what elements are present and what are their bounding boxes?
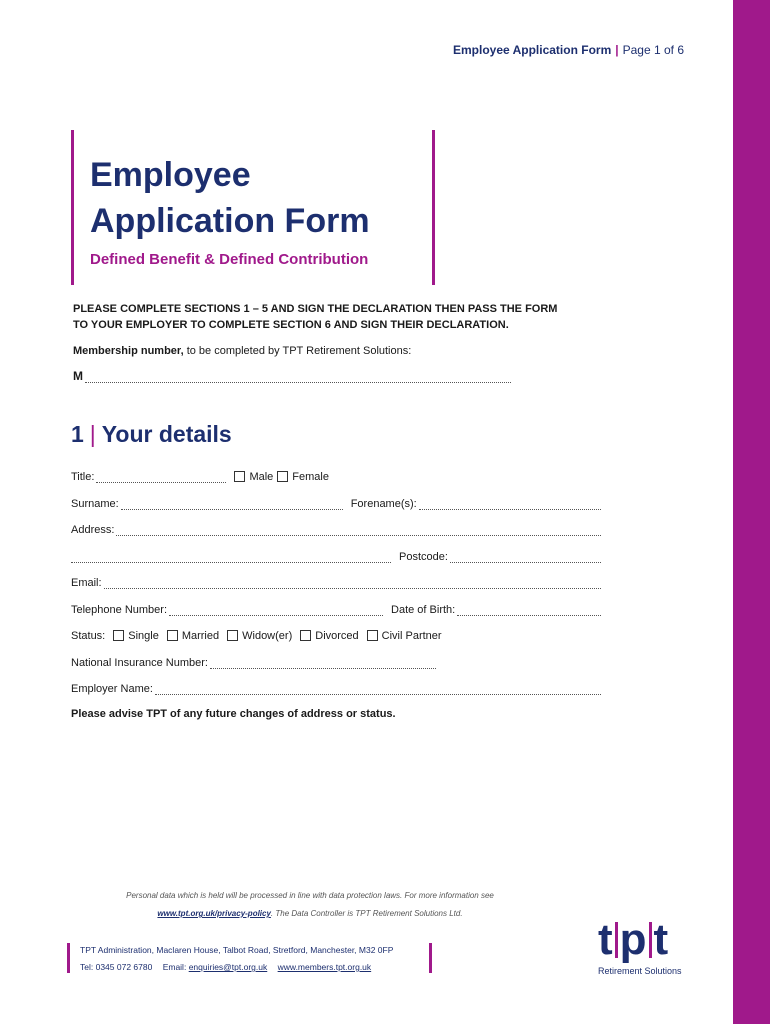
logo-divider (649, 922, 652, 958)
status-row (71, 626, 601, 642)
logo-t1: t (598, 915, 613, 964)
status-option-single: Single (128, 630, 159, 642)
instructions-line2: TO YOUR EMPLOYER TO COMPLETE SECTION 6 AND SIGN THEIR DECLARATION. (73, 319, 509, 331)
widowed-checkbox[interactable] (227, 630, 238, 641)
form-title-line1: Employee (90, 156, 251, 194)
address-field-line2[interactable] (71, 551, 391, 563)
ni-label: National Insurance Number: (71, 657, 208, 669)
header-separator: | (615, 43, 619, 57)
forenames-label: Forename(s): (350, 498, 417, 510)
section-number: 1 (71, 421, 84, 447)
membership-prefix: M (73, 369, 83, 383)
title-label: Title: (71, 471, 95, 483)
forenames-field[interactable] (419, 498, 601, 510)
footer-tel: Tel: 0345 072 6780 (80, 962, 153, 972)
membership-number-line[interactable] (85, 370, 511, 383)
membership-note (73, 345, 411, 357)
form-title-line2: Application Form (90, 202, 370, 240)
employer-label: Employer Name: (71, 683, 153, 695)
dob-field[interactable] (457, 604, 601, 616)
status-option-civil-partner: Civil Partner (381, 630, 442, 642)
section-1-heading (71, 421, 232, 448)
single-checkbox[interactable] (113, 630, 124, 641)
privacy-policy-link[interactable]: www.tpt.org.uk/privacy-policy (157, 909, 271, 918)
footer-website-link[interactable]: www.members.tpt.org.uk (277, 962, 372, 972)
status-label: Status: (71, 630, 106, 642)
tpt-logo-mark (598, 915, 698, 964)
divorced-checkbox[interactable] (300, 630, 311, 641)
address-row (71, 520, 601, 536)
privacy-notice (0, 887, 620, 923)
title-row (71, 467, 601, 483)
postcode-label: Postcode: (399, 551, 448, 563)
surname-label: Surname: (71, 498, 119, 510)
status-option-divorced: Divorced (315, 630, 359, 642)
email-row (71, 573, 601, 589)
postcode-field[interactable] (450, 551, 601, 563)
email-field[interactable] (104, 577, 601, 589)
instructions (73, 301, 557, 333)
logo-p: p (619, 915, 647, 964)
address-row-2 (71, 547, 601, 563)
logo-t2: t (653, 915, 669, 964)
civil-partner-checkbox[interactable] (367, 630, 378, 641)
phone-dob-row (71, 600, 601, 616)
ni-field[interactable] (210, 657, 436, 669)
telephone-label: Telephone Number: (71, 604, 168, 616)
footer-contact-line (80, 962, 371, 972)
footer-contact-block (67, 943, 432, 973)
married-checkbox[interactable] (167, 630, 178, 641)
membership-number-field[interactable] (73, 369, 511, 383)
instructions-line1: PLEASE COMPLETE SECTIONS 1 – 5 AND SIGN THE DECLARATION THEN PASS THE FORM (73, 303, 558, 315)
membership-text: to be completed by TPT Retirement Solutions: (183, 345, 412, 357)
section-title: Your details (101, 421, 232, 447)
section-separator: | (89, 421, 96, 447)
employer-row (71, 679, 601, 695)
footer-email-link[interactable]: enquiries@tpt.org.uk (188, 962, 268, 972)
address-field-line1[interactable] (116, 524, 601, 536)
status-option-married: Married (181, 630, 220, 642)
employer-field[interactable] (155, 683, 601, 695)
logo-divider (615, 922, 618, 958)
female-label: Female (292, 471, 329, 483)
page-number: Page 1 of 6 (622, 43, 684, 57)
ni-row (71, 653, 601, 669)
telephone-field[interactable] (169, 604, 383, 616)
footer-email-label: Email: (162, 962, 187, 972)
form-title (90, 152, 420, 244)
female-checkbox[interactable] (277, 471, 288, 482)
page-header (453, 43, 684, 57)
title-block (71, 130, 435, 285)
status-option-widowed: Widow(er) (242, 630, 293, 642)
logo-subtitle: Retirement Solutions (598, 966, 682, 976)
tpt-logo (598, 915, 698, 976)
privacy-line1: Personal data which is held will be processed in line with data protection laws. For more information see (126, 891, 494, 900)
form-subtitle: Defined Benefit & Defined Contribution (90, 251, 369, 268)
name-row (71, 494, 601, 510)
male-label: Male (249, 471, 274, 483)
side-accent-bar (733, 0, 770, 1024)
header-title: Employee Application Form (453, 43, 612, 57)
male-checkbox[interactable] (234, 471, 245, 482)
address-label: Address: (71, 524, 115, 536)
title-field[interactable] (96, 471, 226, 483)
footer-address: TPT Administration, Maclaren House, Talbot Road, Stretford, Manchester, M32 0FP (80, 945, 394, 955)
privacy-line2: . The Data Controller is TPT Retirement Solutions Ltd. (270, 909, 463, 918)
advise-note: Please advise TPT of any future changes of address or status. (71, 708, 396, 720)
membership-label: Membership number, (73, 345, 184, 357)
surname-field[interactable] (121, 498, 343, 510)
dob-label: Date of Birth: (391, 604, 456, 616)
email-label: Email: (71, 577, 102, 589)
